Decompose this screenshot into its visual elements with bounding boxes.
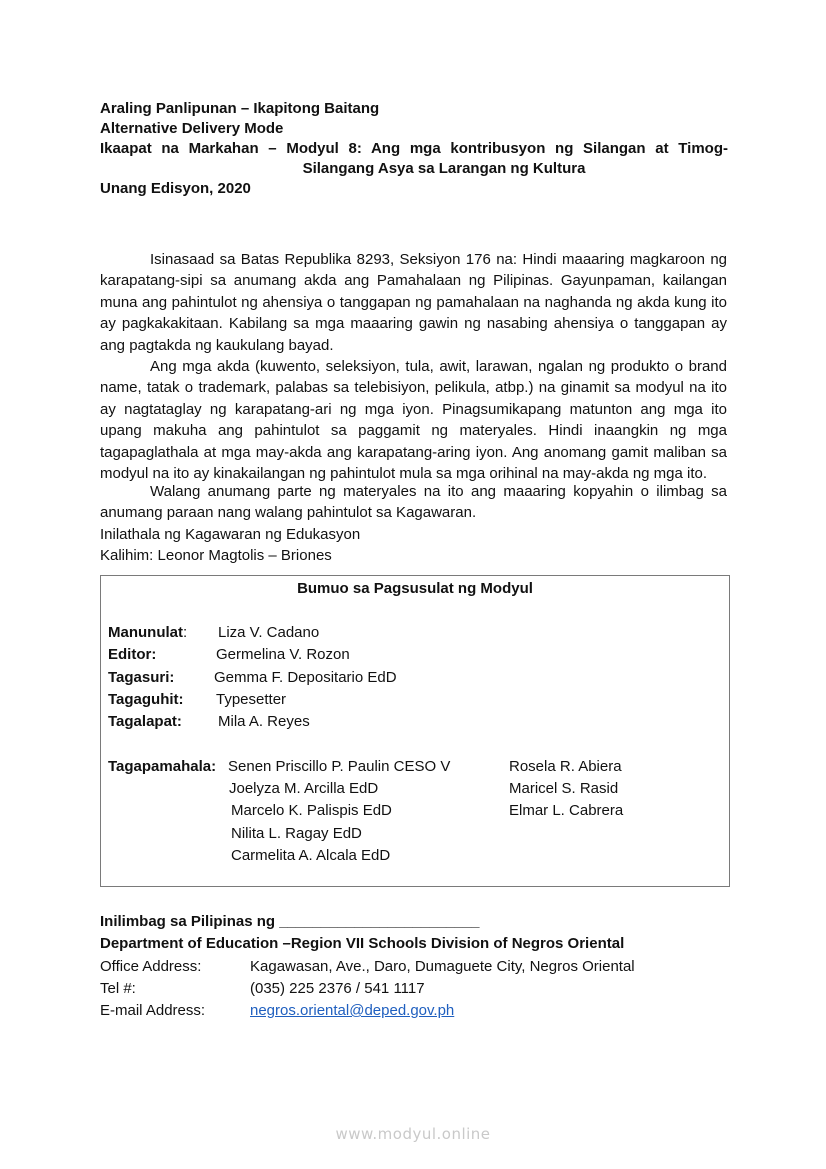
- copyright-paragraph-1: [100, 249, 727, 356]
- document-header: [100, 99, 728, 199]
- paragraph-line: muna ang pahintulot ng ahensiya o tanggapan ng pamahalaan na naghanda ng akda kung ito: [100, 293, 727, 311]
- credit-name: Mila A. Reyes: [218, 713, 310, 730]
- credit-illustrator: [108, 691, 287, 708]
- paragraph-line: Walang anumang parte ng materyales na ito ang maaaring kopyahin o ilimbag sa: [150, 483, 727, 500]
- email-link[interactable]: negros.oriental@deped.gov.ph: [250, 1002, 455, 1019]
- credit-name: Gemma F. Depositario EdD: [214, 669, 397, 686]
- credit-name: Typesetter: [216, 691, 287, 708]
- module-title-line1: Ikaapat na Markahan – Modyul 8: Ang mga kontribusyon ng Silangan at Timog-: [100, 140, 728, 157]
- credit-layout-artist: [108, 713, 310, 730]
- paragraph-line: anumang paraan nang walang pahintulot sa Kagawaran.: [100, 504, 477, 522]
- delivery-mode: Alternative Delivery Mode: [100, 120, 284, 137]
- paragraph-line: tagapaglathala at mga may-akda ang karapatang-aring iyon. Ang anomang gamit maliban sa: [100, 443, 727, 461]
- office-address-value: Kagawasan, Ave., Daro, Dumaguete City, Negros Oriental: [250, 958, 635, 975]
- credit-name: Liza V. Cadano: [218, 624, 320, 641]
- credit-name: Germelina V. Rozon: [216, 646, 350, 663]
- paragraph-line: ang pagtakda ng kaukulang bayad.: [100, 336, 334, 354]
- subject-title: Araling Panlipunan – Ikapitong Baitang: [100, 100, 380, 117]
- credit-label: Tagaguhit:: [108, 691, 184, 708]
- printed-by: Inilimbag sa Pilipinas ng ________________________: [100, 913, 480, 930]
- manager-name: Maricel S. Rasid: [509, 780, 619, 797]
- credit-label: Tagasuri:: [108, 669, 175, 686]
- credit-label-suffix: :: [183, 624, 188, 641]
- publisher-line: Inilathala ng Kagawaran ng Edukasyon: [100, 525, 361, 543]
- credit-label: Tagalapat:: [108, 713, 182, 730]
- manager-name: Joelyza M. Arcilla EdD: [229, 780, 379, 797]
- manager-name: Marcelo K. Palispis EdD: [231, 802, 392, 819]
- paragraph-line: modyul na ito ay kinakailangan ng pahintulot mula sa mga orihinal na may-akda ng mga ito.: [100, 464, 708, 482]
- paragraph-line: Ang mga akda (kuwento, seleksiyon, tula, awit, larawan, ngalan ng produkto o brand: [150, 358, 727, 375]
- credit-editor: [108, 646, 350, 663]
- edition: Unang Edisyon, 2020: [100, 180, 251, 197]
- tel-label: Tel #:: [100, 980, 136, 997]
- secretary-line: Kalihim: Leonor Magtolis – Briones: [100, 547, 332, 565]
- credit-label: Tagapamahala:: [108, 758, 217, 775]
- paragraph-line: karapatang-sipi sa anumang akda ang Pamahalaan ng Pilipinas. Gayunpaman, kailangan: [100, 272, 727, 290]
- manager-name: Nilita L. Ragay EdD: [231, 825, 362, 842]
- office-address-label: Office Address:: [100, 958, 202, 975]
- email-label: E-mail Address:: [100, 1002, 206, 1019]
- paragraph-line: Isinasaad sa Batas Republika 8293, Seksiyon 176 na: Hindi maaaring magkaroon ng: [150, 251, 727, 268]
- paragraph-line: ay pagkakakitaan. Kabilang sa mga maaaring gawin ng nasabing ahensiya o tanggapan ay: [100, 315, 727, 333]
- copyright-paragraph-3: [100, 481, 727, 567]
- credit-label: Editor:: [108, 646, 157, 663]
- paragraph-line: name, tatak o trademark, palabas sa telebisiyon, pelikula, atbp.) na ginamit sa modyul na ito: [100, 379, 727, 397]
- credit-writer: [108, 624, 320, 641]
- credits-box-title: Bumuo sa Pagsusulat ng Modyul: [297, 580, 533, 597]
- copyright-paragraph-2: [100, 356, 727, 484]
- credits-box: [100, 575, 730, 887]
- module-title-line2: Silangang Asya sa Larangan ng Kultura: [302, 160, 586, 177]
- paragraph-line: upang makuha ang pahintulot sa paggamit ng materyales. Hindi inaangkin ng mga: [100, 422, 727, 440]
- paragraph-line: ay nagtataglay ng karapatang-ari ng mga iyon. Pinagsumikapang matunton ang mga ito: [100, 400, 727, 418]
- manager-name: Elmar L. Cabrera: [509, 802, 624, 819]
- credit-reviewer: [108, 669, 397, 686]
- watermark: www.modyul.online: [335, 1125, 491, 1143]
- tel-value: (035) 225 2376 / 541 1117: [250, 980, 425, 997]
- manager-name: Rosela R. Abiera: [509, 758, 622, 775]
- manager-name: Senen Priscillo P. Paulin CESO V: [228, 758, 451, 775]
- manager-name: Carmelita A. Alcala EdD: [231, 847, 391, 864]
- credit-label: Manunulat: [108, 624, 183, 641]
- managers-label: [108, 758, 216, 775]
- department-line: Department of Education –Region VII Schools Division of Negros Oriental: [100, 935, 625, 952]
